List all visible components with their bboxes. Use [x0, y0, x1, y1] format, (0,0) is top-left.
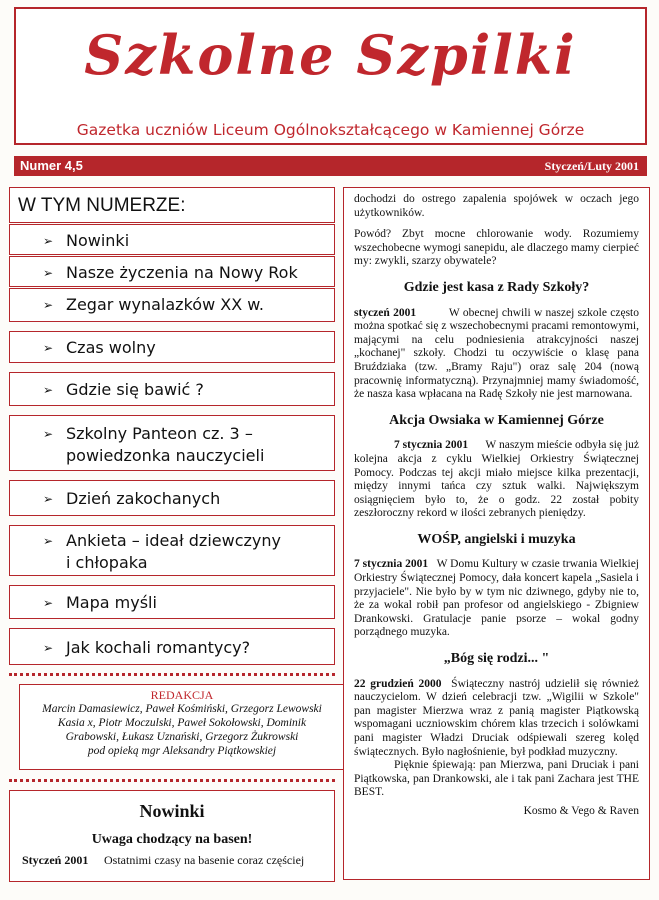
news-date: Styczeń 2001 — [22, 853, 89, 867]
toc-item[interactable] — [9, 415, 335, 471]
section-text: W obecnej chwili w naszej szkole często można spotkać się z wszechobecnymi pracami remontowymi, mającymi na celu podniesienia atrakcyjności naszej „kochanej" szkoły. Chodzi tu oczywiście o klasę pana Bruździaka (tzw. „Bramy Raju") oraz salę 204 (nową pracownię informatyczną). Przynajmniej mamy świadomość, że nasza kasa wpłacana na Radę Szkoły nie jest marnowana. — [354, 306, 639, 401]
toc-item-label: Mapa myśli — [66, 593, 157, 612]
dotted-divider — [9, 779, 335, 782]
section-text: Świąteczny nastrój udzielił się również nauczycielom. W dzień celebracji tzw. „Wigilii w Szkole" pan magister Mierzwa wraz z panią magister Piątkowską wspomagani uczniowskim chórem klas trzecich i solówkami pani magister Władzi Druciak odśpiewali szereg kolęd świątecznych. Było nagłośnienie, był podkład muzyczny. — [354, 677, 639, 758]
toc-item[interactable] — [9, 585, 335, 619]
toc-item-label: Dzień zakochanych — [66, 489, 221, 508]
issue-date: Styczeń/Luty 2001 — [544, 159, 639, 173]
editorial-team-line: Grabowski, Łukasz Uznański, Grzegorz Żukrowski — [65, 731, 299, 743]
toc-item-label: Jak kochali romantycy? — [66, 638, 251, 657]
article-paragraph: Pięknie śpiewają: pan Mierzwa, pani Druciak i pani Piątkowska, pan Drankowski, ale i tak pani Zachara jest THE BEST. — [354, 759, 639, 799]
section-date: 22 grudzień 2000 — [354, 677, 442, 690]
news-title: Nowinki — [139, 801, 205, 821]
toc-item-label: Ankieta – ideał dziewczyny — [66, 531, 281, 550]
toc-item-label: Szkolny Panteon cz. 3 – — [66, 424, 253, 443]
toc-item-label: Czas wolny — [66, 338, 156, 357]
toc-item[interactable] — [9, 288, 335, 322]
dotted-divider — [9, 673, 335, 676]
section-date: styczeń 2001 — [354, 306, 417, 319]
arrow-bullet-icon: ➢ — [43, 298, 54, 312]
section-text: W Domu Kultury w czasie trwania Wielkiej Orkiestry Świątecznej Pomocy, dała koncert kapela „Sasiela i przyjaciele". Nie było by w tym nic dziwnego, gdyby nie to, że za wokal robił pan profesor od angielskiego - Zbigniew Drankowski. Gratulacje panie psorze – wokal godny porządnego muzyka. — [354, 558, 639, 639]
arrow-bullet-icon: ➢ — [43, 427, 54, 441]
issue-bar — [14, 156, 647, 176]
newspaper-subtitle: Gazetka uczniów Liceum Ogólnokształcącego w Kamiennej Górze — [76, 121, 585, 139]
editorial-team-line: pod opieką mgr Aleksandry Piątkowskiej — [87, 745, 277, 757]
section-date: 7 stycznia 2001 — [394, 439, 469, 452]
toc-item[interactable] — [9, 331, 335, 363]
article-paragraph — [354, 307, 639, 402]
editorial-team-line: Marcin Damasiewicz, Paweł Kośmiński, Grzegorz Lewowski — [42, 703, 322, 715]
article-paragraph: dochodzi do ostrego zapalenia spojówek w oczach jego użytkowników. — [354, 193, 639, 219]
editorial-team-line: Kasia x, Piotr Moczulski, Paweł Sokołowski, Dominik — [57, 717, 307, 729]
article-paragraph — [354, 558, 639, 640]
toc-item[interactable] — [9, 525, 335, 576]
article-column — [343, 187, 650, 880]
arrow-bullet-icon: ➢ — [43, 341, 54, 355]
newspaper-title: Szkolne Szpilki — [84, 23, 577, 87]
toc-item[interactable] — [9, 480, 335, 516]
arrow-bullet-icon: ➢ — [43, 641, 54, 655]
author-signature: Kosmo & Vego & Raven — [523, 804, 639, 817]
toc-item[interactable] — [9, 372, 335, 406]
arrow-bullet-icon: ➢ — [43, 492, 54, 506]
news-box — [9, 790, 335, 882]
article-paragraph — [354, 439, 639, 521]
toc-heading-box — [9, 187, 335, 223]
section-heading: Gdzie jest kasa z Rady Szkoły? — [403, 279, 590, 295]
section-text: W naszym mieście odbyła się już kolejna akcja z cyklu Wielkiej Orkiestry Świątecznej Pomocy. Podczas tej akcji miało miejsce kilka prezentacji, między innymi tańca czy sztuk walki. Największym osiągnięciem było to, że o godz. 22 został pobity zeszłoroczny rekord w ilości zebranych pieniędzy. — [354, 439, 639, 520]
arrow-bullet-icon: ➢ — [43, 234, 54, 248]
section-date: 7 stycznia 2001 — [354, 558, 429, 571]
editorial-team-box — [19, 684, 345, 770]
toc-item[interactable] — [9, 224, 335, 255]
toc-item-label: Gdzie się bawić ? — [66, 380, 204, 399]
toc-item-label: powiedzonka nauczycieli — [66, 446, 265, 465]
article-paragraph — [354, 678, 639, 760]
arrow-bullet-icon: ➢ — [43, 383, 54, 397]
issue-number: Numer 4,5 — [20, 158, 83, 173]
masthead — [14, 7, 647, 145]
section-heading: „Bóg się rodzi... " — [443, 651, 550, 667]
arrow-bullet-icon: ➢ — [43, 596, 54, 610]
arrow-bullet-icon: ➢ — [43, 266, 54, 280]
toc-item-label: Nasze życzenia na Nowy Rok — [66, 263, 298, 282]
toc-item[interactable] — [9, 256, 335, 287]
editorial-team-heading: REDAKCJA — [150, 688, 214, 702]
news-subtitle: Uwaga chodzący na basen! — [91, 832, 253, 847]
section-heading: Akcja Owsiaka w Kamiennej Górze — [389, 412, 604, 428]
toc-item-label: Nowinki — [66, 231, 130, 250]
toc-item-label: Zegar wynalazków XX w. — [66, 295, 264, 314]
toc-item[interactable] — [9, 628, 335, 665]
toc-heading: W TYM NUMERZE: — [18, 195, 186, 216]
article-paragraph: Powód? Zbyt mocne chlorowanie wody. Rozumiemy wszechobecne wymogi sanepidu, ale dlaczego mamy cierpieć my: zwykli, szarzy obywatele? — [354, 228, 639, 268]
section-heading: WOŚP, angielski i muzyka — [417, 531, 576, 547]
news-text: Ostatnimi czasy na basenie coraz częściej — [104, 853, 305, 867]
arrow-bullet-icon: ➢ — [43, 534, 54, 548]
toc-item-label: i chłopaka — [66, 553, 148, 572]
